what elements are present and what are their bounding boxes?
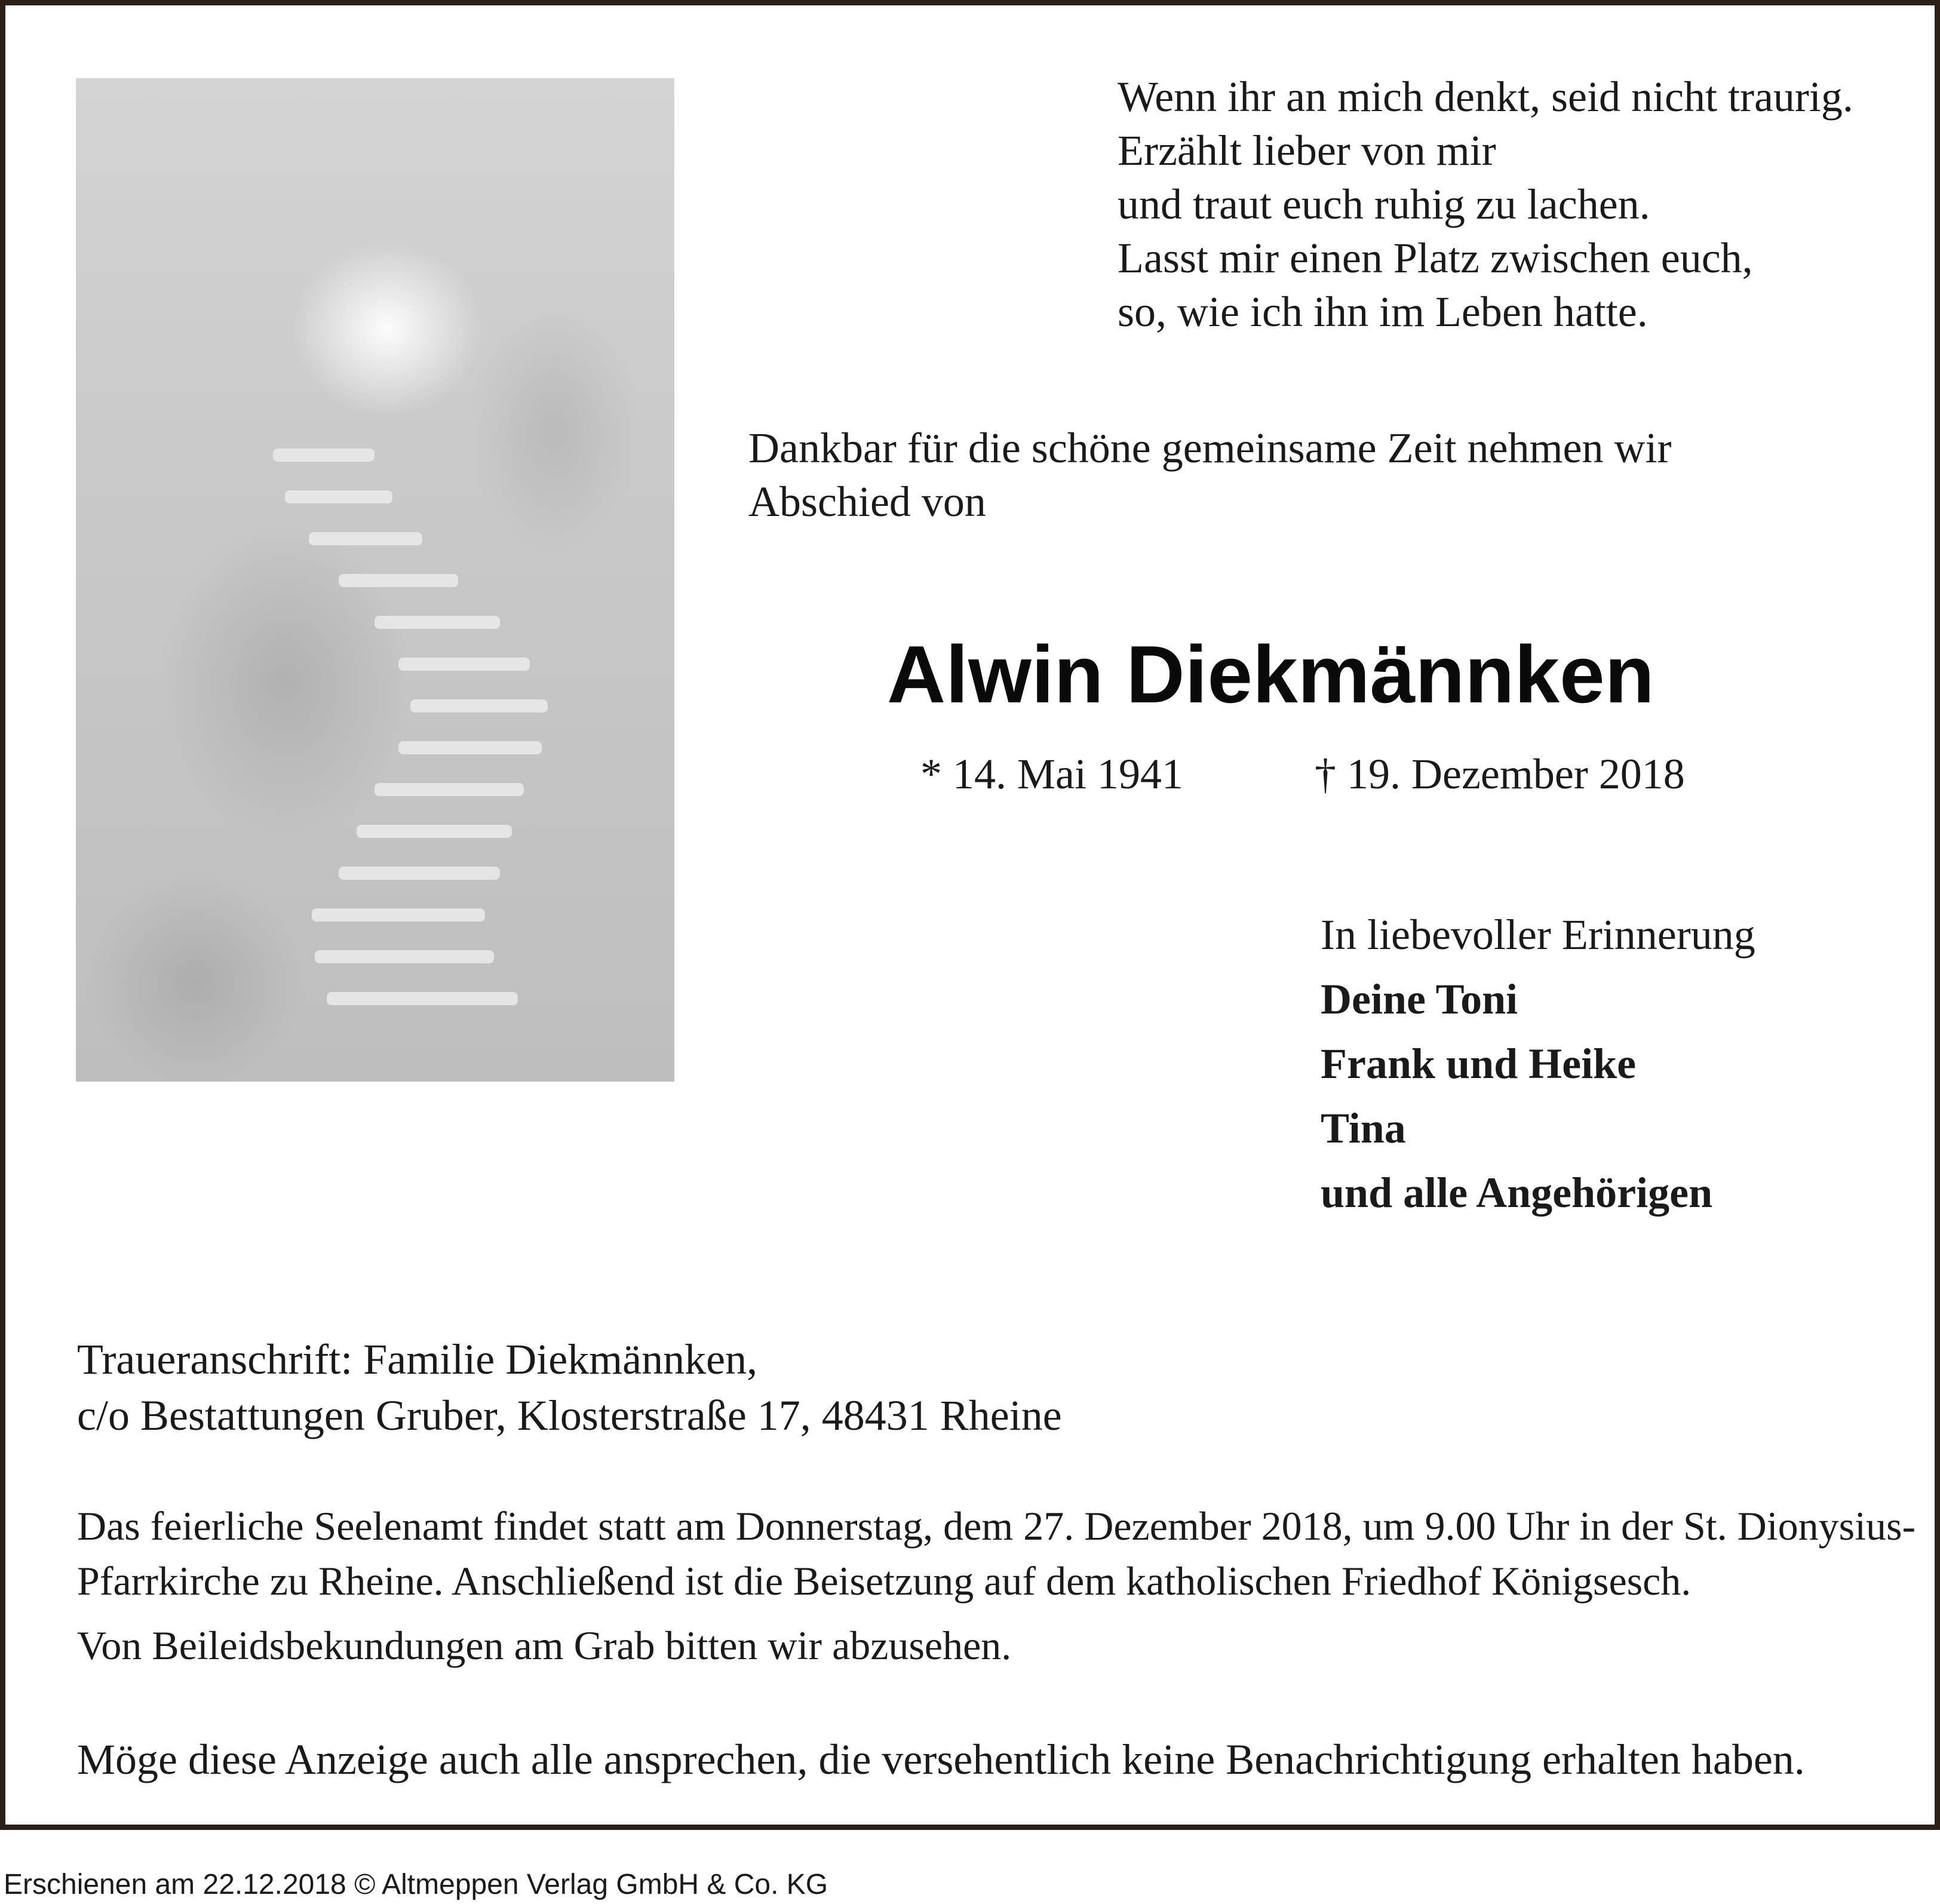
memorial-photo-stairs <box>76 78 674 1082</box>
mourner-name: Frank und Heike <box>1321 1040 1637 1088</box>
service-line: Pfarrkirche zu Rheine. Anschließend ist die Beisetzung auf dem katholischen Friedhof Königsesch. <box>77 1558 1692 1604</box>
photo-step <box>398 741 542 754</box>
photo-step <box>375 783 524 796</box>
address-line: Traueranschrift: Familie Diekmännken, <box>77 1335 758 1383</box>
photo-step <box>273 449 375 462</box>
mourning-address <box>77 1331 1062 1444</box>
photo-step <box>375 616 500 629</box>
photo-step <box>315 950 494 963</box>
mourner-name: Deine Toni <box>1321 975 1518 1023</box>
intro-line: Abschied von <box>748 478 986 526</box>
address-line: c/o Bestattungen Gruber, Klosterstraße 17, 48431 Rheine <box>77 1392 1062 1439</box>
mourners-intro: In liebevoller Erinnerung <box>1321 911 1755 959</box>
service-line: Das feierliche Seelenamt findet statt am Donnerstag, dem 27. Dezember 2018, um 9.00 Uhr in der St. Dionysius- <box>77 1503 1916 1549</box>
photo-step <box>339 574 458 587</box>
poem-line: Erzählt lieber von mir <box>1118 127 1496 174</box>
birth-date: * 14. Mai 1941 <box>920 750 1183 798</box>
publication-footer: Erschienen am 22.12.2018 © Altmeppen Verlag GmbH & Co. KG <box>4 1869 828 1900</box>
poem-line: Wenn ihr an mich denkt, seid nicht traurig. <box>1118 73 1853 121</box>
mourners-block <box>1321 902 1755 1225</box>
notification-notice: Möge diese Anzeige auch alle ansprechen, die versehentlich keine Benachrichtigung erhalten haben. <box>77 1736 1805 1783</box>
death-date: † 19. Dezember 2018 <box>1315 750 1685 798</box>
poem-line: so, wie ich ihn im Leben hatte. <box>1118 288 1648 336</box>
service-info <box>77 1498 1916 1673</box>
poem-line: Lasst mir einen Platz zwischen euch, <box>1118 234 1753 282</box>
photo-step <box>339 867 500 880</box>
mourner-name: Tina <box>1321 1104 1406 1152</box>
farewell-intro <box>748 421 1671 529</box>
photo-step <box>312 908 485 922</box>
photo-step <box>357 825 512 838</box>
condolence-note: Von Beileidsbekundungen am Grab bitten wir abzusehen. <box>77 1623 1012 1668</box>
mourner-name: und alle Angehörigen <box>1321 1169 1713 1217</box>
intro-line: Dankbar für die schöne gemeinsame Zeit nehmen wir <box>748 424 1672 472</box>
photo-step <box>410 699 548 713</box>
photo-step <box>398 658 530 671</box>
photo-step <box>309 532 422 545</box>
deceased-name: Alwin Diekmännken <box>887 629 1654 720</box>
photo-step <box>327 992 518 1005</box>
memorial-poem <box>1118 70 1853 339</box>
poem-line: und traut euch ruhig zu lachen. <box>1118 180 1650 228</box>
photo-step <box>285 490 392 503</box>
